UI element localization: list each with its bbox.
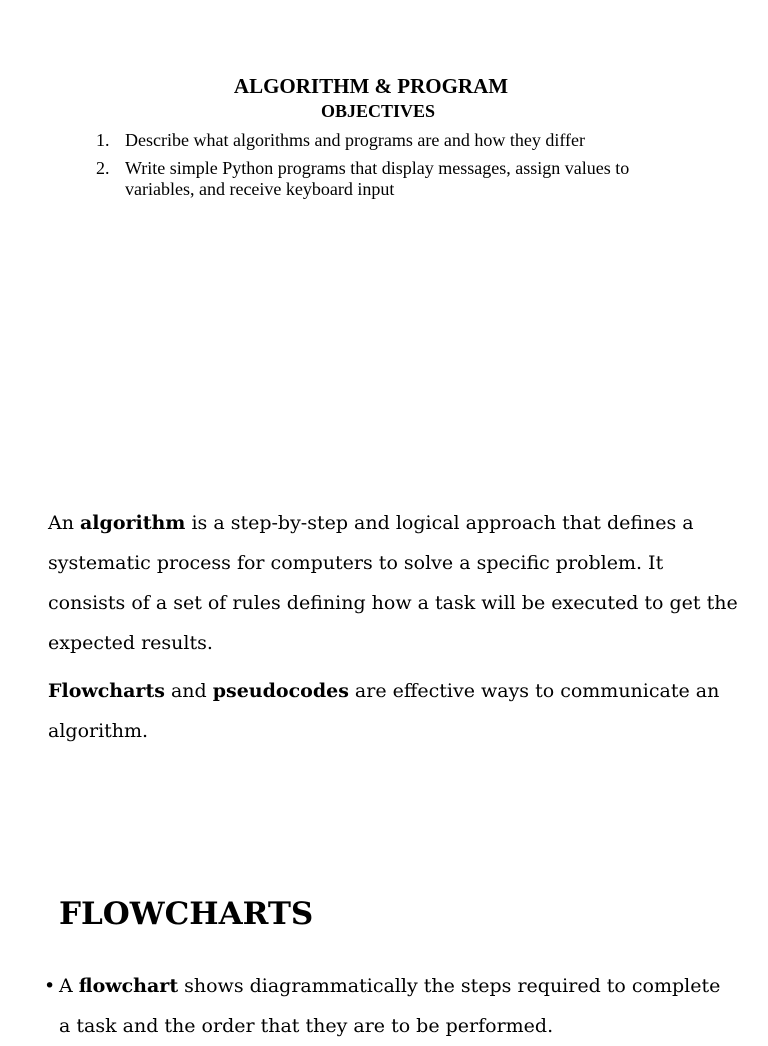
- paragraph-body: are effective ways to communicate an algorithm.: [48, 680, 720, 742]
- objectives-heading: OBJECTIVES: [320, 101, 436, 121]
- objective-text: Describe what algorithms and programs are and how they differ: [125, 130, 586, 150]
- bullet-lead: A: [59, 975, 79, 997]
- objective-number: 2.: [96, 157, 110, 178]
- objectives-list: [96, 130, 656, 207]
- paragraph-connector: and: [164, 680, 213, 702]
- section-heading: FLOWCHARTS: [59, 896, 314, 932]
- flowcharts-term: Flowcharts: [48, 680, 165, 702]
- objective-item: [96, 158, 656, 201]
- flowchart-bullet-list: [44, 966, 734, 1046]
- paragraph-body: is a step-by-step and logical approach that defines a systematic process for computers to solve a specific problem. It consists of a set of rules defining how a task will be executed to get the expected results.: [48, 512, 738, 654]
- objective-number: 1.: [96, 130, 110, 150]
- bullet-body: shows diagrammatically the steps required to complete a task and the order that they are to be performed.: [59, 975, 721, 1037]
- page-title: ALGORITHM & PROGRAM: [233, 74, 509, 98]
- objective-item: [96, 130, 656, 152]
- bullet-marker: •: [44, 975, 56, 997]
- paragraph-lead: An: [48, 512, 80, 534]
- algorithm-definition-paragraph: [48, 503, 738, 663]
- bullet-item: [44, 966, 734, 1046]
- flowchart-term: flowchart: [78, 975, 179, 997]
- objective-text: Write simple Python programs that display messages, assign values to variables, and receive keyboard input: [125, 157, 630, 199]
- algorithm-term: algorithm: [80, 512, 186, 534]
- pseudocodes-term: pseudocodes: [212, 680, 349, 702]
- flowcharts-paragraph: [48, 671, 738, 751]
